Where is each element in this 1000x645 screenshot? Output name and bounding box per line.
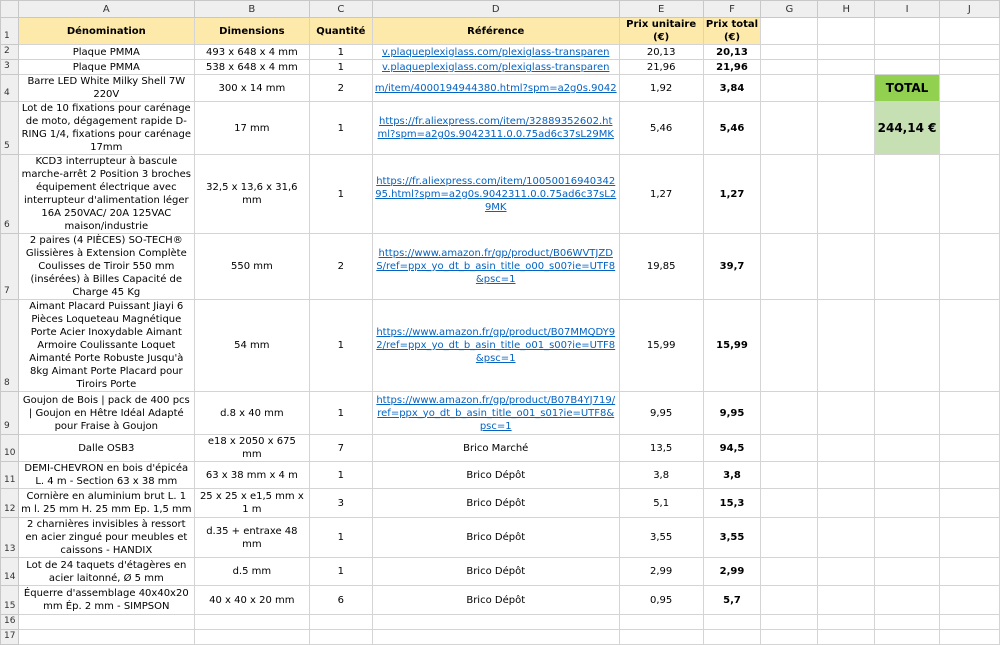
cell-quantite[interactable]: 1 [309, 60, 372, 75]
table-row [1, 558, 1000, 586]
cell-prix-unitaire[interactable]: 20,13 [619, 45, 703, 60]
column-header-g[interactable]: G [761, 1, 818, 18]
cell[interactable] [818, 435, 875, 462]
cell-prix-total[interactable]: 3,84 [703, 75, 761, 102]
cell[interactable] [761, 558, 818, 586]
cell[interactable] [818, 45, 875, 60]
table-row [1, 462, 1000, 489]
cell-quantite[interactable]: 1 [309, 392, 372, 435]
cell[interactable] [939, 300, 999, 392]
cell[interactable] [939, 102, 999, 155]
cell[interactable] [939, 234, 999, 300]
column-header-row [1, 1, 1000, 18]
cell[interactable] [875, 300, 940, 392]
cell-reference[interactable] [372, 75, 619, 102]
cell[interactable] [761, 18, 818, 45]
cell[interactable] [875, 630, 940, 645]
header-denomination[interactable]: Dénomination [18, 18, 194, 45]
cell-prix-unitaire[interactable]: 1,92 [619, 75, 703, 102]
cell-prix-unitaire[interactable]: 5,46 [619, 102, 703, 155]
cell-prix-unitaire[interactable]: 15,99 [619, 300, 703, 392]
cell-prix-total[interactable]: 1,27 [703, 155, 761, 234]
row-number[interactable]: 4 [1, 75, 19, 102]
column-header-j[interactable]: J [939, 1, 999, 18]
cell-dimensions[interactable]: 63 x 38 mm x 4 m [194, 462, 309, 489]
cell-prix-total[interactable]: 5,46 [703, 102, 761, 155]
cell-reference[interactable]: Brico Dépôt [372, 558, 619, 586]
cell[interactable] [761, 155, 818, 234]
table-row [1, 75, 1000, 102]
row-number[interactable]: 2 [1, 45, 19, 60]
cell[interactable] [619, 630, 703, 645]
cell[interactable] [761, 45, 818, 60]
cell[interactable] [818, 234, 875, 300]
header-quantite[interactable]: Quantité [309, 18, 372, 45]
cell[interactable] [761, 300, 818, 392]
cell[interactable] [372, 630, 619, 645]
cell[interactable] [818, 392, 875, 435]
column-header-d[interactable]: D [372, 1, 619, 18]
table-row [1, 60, 1000, 75]
cell-prix-unitaire[interactable]: 0,95 [619, 586, 703, 615]
table-row [1, 630, 1000, 645]
cell-quantite[interactable]: 1 [309, 155, 372, 234]
cell-denomination[interactable]: KCD3 interrupteur à bascule marche-arrêt 2 Position 3 broches équipement électrique avec interrupteur d'alimentation léger 16A 250VAC/ 20A 125VAC maison/industrie [18, 155, 194, 234]
cell[interactable] [818, 462, 875, 489]
reference-link[interactable]: v.plaqueplexiglass.com/plexiglass-transparen [382, 61, 610, 73]
cell-denomination[interactable]: Plaque PMMA [18, 45, 194, 60]
table-row [1, 489, 1000, 518]
cell[interactable] [761, 234, 818, 300]
cell[interactable] [939, 18, 999, 45]
cell[interactable] [875, 435, 940, 462]
cell[interactable] [761, 615, 818, 630]
cell-reference[interactable]: Brico Dépôt [372, 462, 619, 489]
table-header-row [1, 18, 1000, 45]
cell[interactable] [761, 60, 818, 75]
cell[interactable] [939, 45, 999, 60]
total-label: TOTAL [875, 75, 940, 102]
row-number[interactable]: 7 [1, 234, 19, 300]
cell[interactable] [818, 586, 875, 615]
row-number[interactable]: 14 [1, 558, 19, 586]
table-row [1, 234, 1000, 300]
cell[interactable] [818, 18, 875, 45]
header-dimensions[interactable]: Dimensions [194, 18, 309, 45]
header-prix-unitaire[interactable]: Prix unitaire (€) [619, 18, 703, 45]
row-number[interactable]: 10 [1, 435, 19, 462]
cell[interactable] [619, 615, 703, 630]
cell-denomination[interactable]: Goujon de Bois | pack de 400 pcs | Goujon en Hêtre Idéal Adapté pour Fraise à Goujon [18, 392, 194, 435]
cell-prix-unitaire[interactable]: 2,99 [619, 558, 703, 586]
column-header-i[interactable]: I [875, 1, 940, 18]
cell-dimensions[interactable]: 25 x 25 x e1,5 mm x 1 m [194, 489, 309, 518]
row-number[interactable]: 9 [1, 392, 19, 435]
column-header-a[interactable]: A [18, 1, 194, 18]
cell-reference[interactable]: Brico Dépôt [372, 518, 619, 558]
cell-denomination[interactable]: 2 charnières invisibles à ressort en acier zingué pour meubles et caissons - HANDIX [18, 518, 194, 558]
reference-link[interactable]: v.plaqueplexiglass.com/plexiglass-transparen [382, 46, 610, 58]
cell-prix-total[interactable]: 15,99 [703, 300, 761, 392]
cell-denomination[interactable]: Barre LED White Milky Shell 7W 220V [18, 75, 194, 102]
reference-link[interactable]: https://www.amazon.fr/gp/product/B07MMQDY92/ref=ppx_yo_dt_b_asin_title_o01_s00?ie=UTF8&psc=1 [376, 327, 616, 364]
row-number[interactable]: 15 [1, 586, 19, 615]
reference-link[interactable]: https://www.amazon.fr/gp/product/B07B4YJ719/ref=ppx_yo_dt_b_asin_title_o01_s01?ie=UTF8&psc=1 [376, 394, 616, 432]
column-header-e[interactable]: E [619, 1, 703, 18]
cell[interactable] [761, 462, 818, 489]
cell-reference[interactable] [372, 45, 619, 60]
cell[interactable] [818, 102, 875, 155]
cell-denomination[interactable]: Lot de 10 fixations pour carénage de moto, dégagement rapide D-RING 1/4, fixations pour carénage 17mm [18, 102, 194, 155]
cell[interactable] [939, 75, 999, 102]
cell-prix-total[interactable]: 2,99 [703, 558, 761, 586]
header-reference[interactable]: Référence [372, 18, 619, 45]
cell[interactable] [939, 462, 999, 489]
row-number[interactable]: 16 [1, 615, 19, 630]
cell[interactable] [761, 75, 818, 102]
cell-dimensions[interactable]: 538 x 648 x 4 mm [194, 60, 309, 75]
reference-link[interactable]: https://www.amazon.fr/gp/product/B06WVTJZDS/ref=ppx_yo_dt_b_asin_title_o00_s00?ie=UTF8&psc=1 [376, 248, 616, 285]
cell-reference[interactable] [372, 155, 619, 234]
column-header-c[interactable]: C [309, 1, 372, 18]
row-number[interactable]: 17 [1, 630, 19, 645]
cell-reference[interactable]: Brico Dépôt [372, 586, 619, 615]
cell-prix-unitaire[interactable]: 3,55 [619, 518, 703, 558]
cell-quantite[interactable]: 3 [309, 489, 372, 518]
row-number[interactable]: 1 [1, 18, 19, 45]
column-header-h[interactable]: H [818, 1, 875, 18]
cell[interactable] [761, 435, 818, 462]
table-row [1, 102, 1000, 155]
cell[interactable] [818, 489, 875, 518]
cell-denomination[interactable]: Cornière en aluminium brut L. 1 m l. 25 mm H. 25 mm Ep. 1,5 mm [18, 489, 194, 518]
cell-dimensions[interactable]: d.5 mm [194, 558, 309, 586]
row-number[interactable]: 6 [1, 155, 19, 234]
cell[interactable] [875, 234, 940, 300]
select-all-corner[interactable] [1, 1, 19, 18]
cell-quantite[interactable]: 7 [309, 435, 372, 462]
table-row [1, 435, 1000, 462]
cell-prix-unitaire[interactable]: 21,96 [619, 60, 703, 75]
cell-prix-unitaire[interactable]: 13,5 [619, 435, 703, 462]
cell[interactable] [875, 462, 940, 489]
cell-denomination[interactable]: Équerre d'assemblage 40x40x20 mm Ép. 2 mm - SIMPSON [18, 586, 194, 615]
cell[interactable] [309, 615, 372, 630]
cell[interactable] [18, 615, 194, 630]
cell-prix-total[interactable]: 20,13 [703, 45, 761, 60]
cell-quantite[interactable]: 1 [309, 45, 372, 60]
cell[interactable] [875, 392, 940, 435]
cell-dimensions[interactable]: 550 mm [194, 234, 309, 300]
cell[interactable] [875, 489, 940, 518]
cell[interactable] [818, 518, 875, 558]
table-row [1, 392, 1000, 435]
cell[interactable] [939, 615, 999, 630]
cell-prix-total[interactable]: 3,8 [703, 462, 761, 489]
row-number[interactable]: 13 [1, 518, 19, 558]
cell[interactable] [761, 392, 818, 435]
cell[interactable] [939, 558, 999, 586]
cell-denomination[interactable]: Dalle OSB3 [18, 435, 194, 462]
cell-prix-unitaire[interactable]: 5,1 [619, 489, 703, 518]
cell[interactable] [939, 392, 999, 435]
cell-reference[interactable] [372, 102, 619, 155]
cell[interactable] [939, 435, 999, 462]
cell[interactable] [875, 615, 940, 630]
cell-prix-total[interactable]: 5,7 [703, 586, 761, 615]
cell[interactable] [818, 60, 875, 75]
cell-dimensions[interactable]: 493 x 648 x 4 mm [194, 45, 309, 60]
cell-dimensions[interactable]: d.8 x 40 mm [194, 392, 309, 435]
cell-dimensions[interactable]: 17 mm [194, 102, 309, 155]
cell[interactable] [875, 60, 940, 75]
reference-link[interactable]: m/item/4000194944380.html?spm=a2g0s.9042 [374, 82, 617, 94]
cell-reference[interactable]: Brico Marché [372, 435, 619, 462]
cell[interactable] [703, 630, 761, 645]
cell[interactable] [761, 586, 818, 615]
table-row [1, 518, 1000, 558]
cell-prix-unitaire[interactable]: 9,95 [619, 392, 703, 435]
row-number[interactable]: 12 [1, 489, 19, 518]
cell-prix-total[interactable]: 3,55 [703, 518, 761, 558]
cell-dimensions[interactable]: e18 x 2050 x 675 mm [194, 435, 309, 462]
cell-prix-total[interactable]: 39,7 [703, 234, 761, 300]
row-number[interactable]: 5 [1, 102, 19, 155]
cell-dimensions[interactable]: 40 x 40 x 20 mm [194, 586, 309, 615]
cell[interactable] [939, 155, 999, 234]
cell-denomination[interactable]: Aimant Placard Puissant Jiayi 6 Pièces Loqueteau Magnétique Porte Acier Inoxydable Aimant Armoire Coulissante Loquet Aimanté Porte Robuste Jusqu'à 8kg Aimant Porte Placard pour Tiroirs Porte [18, 300, 194, 392]
cell-reference[interactable] [372, 300, 619, 392]
cell[interactable] [875, 45, 940, 60]
cell[interactable] [939, 518, 999, 558]
cell[interactable] [818, 630, 875, 645]
cell[interactable] [761, 518, 818, 558]
cell-quantite[interactable]: 1 [309, 300, 372, 392]
cell-reference[interactable] [372, 392, 619, 435]
cell[interactable] [818, 558, 875, 586]
cell-quantite[interactable]: 1 [309, 558, 372, 586]
cell-quantite[interactable]: 1 [309, 518, 372, 558]
cell[interactable] [761, 630, 818, 645]
cell-dimensions[interactable]: 300 x 14 mm [194, 75, 309, 102]
cell[interactable] [875, 518, 940, 558]
cell-denomination[interactable]: 2 paires (4 PIÈCES) SO-TECH® Glissières à Extension Complète Coulisses de Tiroir 550 mm (insérées) à Billes Capacité de Charge 45 Kg [18, 234, 194, 300]
cell-quantite[interactable]: 1 [309, 102, 372, 155]
cell-quantite[interactable]: 6 [309, 586, 372, 615]
cell[interactable] [18, 630, 194, 645]
cell-denomination[interactable]: Plaque PMMA [18, 60, 194, 75]
cell-prix-unitaire[interactable]: 3,8 [619, 462, 703, 489]
cell[interactable] [761, 489, 818, 518]
header-prix-total[interactable]: Prix total (€) [703, 18, 761, 45]
table-row [1, 586, 1000, 615]
cell-quantite[interactable]: 2 [309, 75, 372, 102]
cell-quantite[interactable]: 2 [309, 234, 372, 300]
table-row [1, 45, 1000, 60]
cell-prix-unitaire[interactable]: 19,85 [619, 234, 703, 300]
column-header-b[interactable]: B [194, 1, 309, 18]
cell[interactable] [875, 586, 940, 615]
cell[interactable] [875, 18, 940, 45]
cell[interactable] [818, 300, 875, 392]
cell[interactable] [761, 102, 818, 155]
cell-prix-unitaire[interactable]: 1,27 [619, 155, 703, 234]
cell[interactable] [194, 615, 309, 630]
cell[interactable] [939, 630, 999, 645]
cell[interactable] [818, 155, 875, 234]
cell[interactable] [939, 586, 999, 615]
cell[interactable] [818, 75, 875, 102]
cell-prix-total[interactable]: 21,96 [703, 60, 761, 75]
cell-denomination[interactable]: DEMI-CHEVRON en bois d'épicéa L. 4 m - Section 63 x 38 mm [18, 462, 194, 489]
reference-link[interactable]: https://fr.aliexpress.com/item/1005001694034295.html?spm=a2g0s.9042311.0.0.75ad6c37sL29MK [375, 175, 617, 213]
cell[interactable] [939, 489, 999, 518]
cell[interactable] [875, 155, 940, 234]
cell-dimensions[interactable]: 54 mm [194, 300, 309, 392]
reference-link[interactable]: https://fr.aliexpress.com/item/32889352602.html?spm=a2g0s.9042311.0.0.75ad6c37sL29MK [377, 116, 614, 140]
table-row [1, 615, 1000, 630]
cell-denomination[interactable]: Lot de 24 taquets d'étagères en acier laitonné, Ø 5 mm [18, 558, 194, 586]
table-row [1, 155, 1000, 234]
row-number[interactable]: 11 [1, 462, 19, 489]
cell-prix-total[interactable]: 9,95 [703, 392, 761, 435]
cell-dimensions[interactable]: 32,5 x 13,6 x 31,6 mm [194, 155, 309, 234]
column-header-f[interactable]: F [703, 1, 761, 18]
cell-reference[interactable] [372, 60, 619, 75]
cell[interactable] [309, 630, 372, 645]
cell-prix-total[interactable]: 15,3 [703, 489, 761, 518]
table-row [1, 300, 1000, 392]
cell-reference[interactable]: Brico Dépôt [372, 489, 619, 518]
cell[interactable] [818, 615, 875, 630]
cell[interactable] [875, 558, 940, 586]
cell[interactable] [194, 630, 309, 645]
row-number[interactable]: 3 [1, 60, 19, 75]
cell-dimensions[interactable]: d.35 + entraxe 48 mm [194, 518, 309, 558]
cell-prix-total[interactable]: 94,5 [703, 435, 761, 462]
total-value: 244,14 € [875, 102, 940, 155]
cell[interactable] [703, 615, 761, 630]
row-number[interactable]: 8 [1, 300, 19, 392]
cell[interactable] [372, 615, 619, 630]
cell-quantite[interactable]: 1 [309, 462, 372, 489]
cell[interactable] [939, 60, 999, 75]
cell-reference[interactable] [372, 234, 619, 300]
